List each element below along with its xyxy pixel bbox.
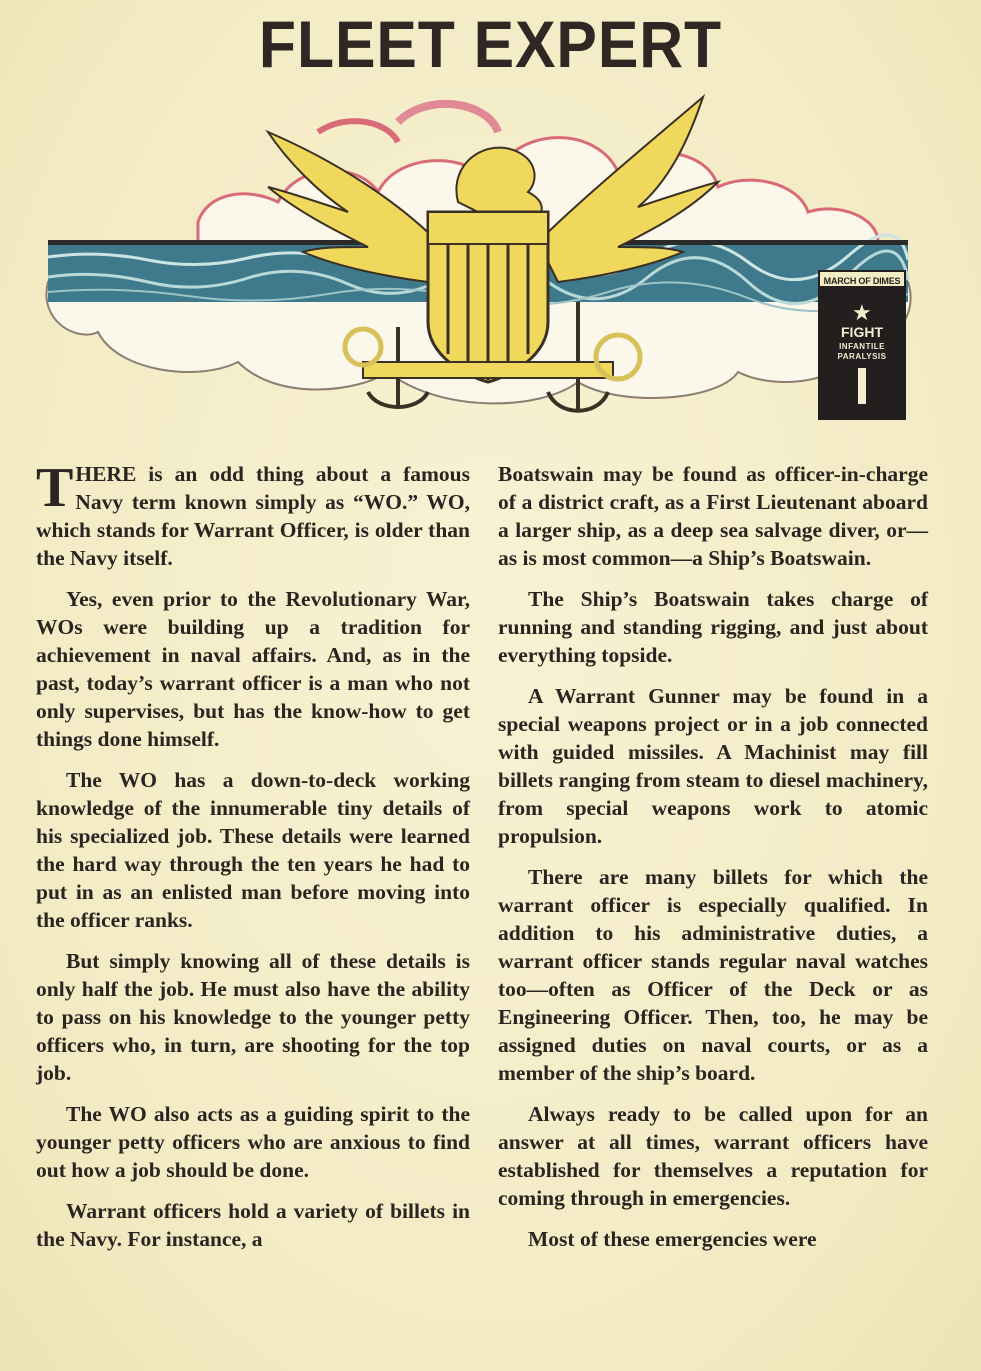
paragraph: Always ready to be called upon for an answer at all times, warrant officers have established for themselves a reputation for coming through in emergencies.: [498, 1102, 928, 1210]
drop-cap: T: [36, 457, 74, 519]
paragraph: [36, 457, 470, 572]
paragraph: But simply knowing all of these details is only half the job. He must also have the ability to pass on his knowledge to the younger petty officers who, in turn, are shooting for the top job.: [36, 949, 470, 1085]
badge-fight-label: FIGHT: [841, 324, 883, 340]
paragraph: The Ship’s Boatswain takes charge of running and standing rigging, and just about everything topside.: [498, 587, 928, 667]
badge-sub-label: [818, 342, 906, 362]
paragraph: A Warrant Gunner may be found in a special weapons project or in a job connected with guided missiles. A Machinist may fill billets ranging from steam to diesel machinery, from special weapons work to atomic propulsion.: [498, 684, 928, 848]
paragraph: Yes, even prior to the Revolutionary War, WOs were building up a tradition for achievement in naval affairs. And, as in the past, today’s warrant officer is a man who not only supervises, but has the know-how to get things done himself.: [36, 587, 470, 751]
torch-icon: [858, 368, 866, 404]
right-column: [498, 460, 928, 1266]
left-column: [36, 457, 470, 1266]
march-of-dimes-badge: [818, 272, 906, 420]
badge-top-label: MARCH OF DIMES: [818, 270, 906, 288]
paragraph: Most of these emergencies were: [528, 1227, 817, 1251]
paragraph: The WO also acts as a guiding spirit to the younger petty officers who are anxious to find out how a job should be done.: [36, 1102, 470, 1182]
paragraph: There are many billets for which the warrant officer is especially qualified. In addition to his administrative duties, a warrant officer stands regular naval watches too—often as Officer of the Deck or as Engineering Officer. Then, too, he may be assigned duties on naval courts, or as a member of the ship’s board.: [498, 865, 928, 1085]
badge-line-2: PARALYSIS: [837, 352, 887, 361]
star-icon: ★: [852, 300, 872, 325]
paragraph-text: HERE is an odd thing about a famous Navy term known simply as “WO.” WO, which stands for Warrant Officer, is older than the Navy itself.: [36, 462, 470, 570]
badge-line-1: INFANTILE: [839, 342, 885, 351]
paragraph: Boatswain may be found as officer-in-charge of a district craft, as a First Lieutenant aboard a larger ship, as a deep sea salvage diver, or—as is most common—a Ship’s Boatswain.: [498, 462, 928, 570]
paragraph: The WO has a down-to-deck working knowledge of the innumerable tiny details of his specialized job. These details were learned the hard way through the ten years he had to put in as an enlisted man before moving into the officer ranks.: [36, 768, 470, 932]
page-title: FLEET EXPERT: [258, 7, 723, 81]
paragraph: Warrant officers hold a variety of billets in the Navy. For instance, a: [36, 1199, 470, 1251]
